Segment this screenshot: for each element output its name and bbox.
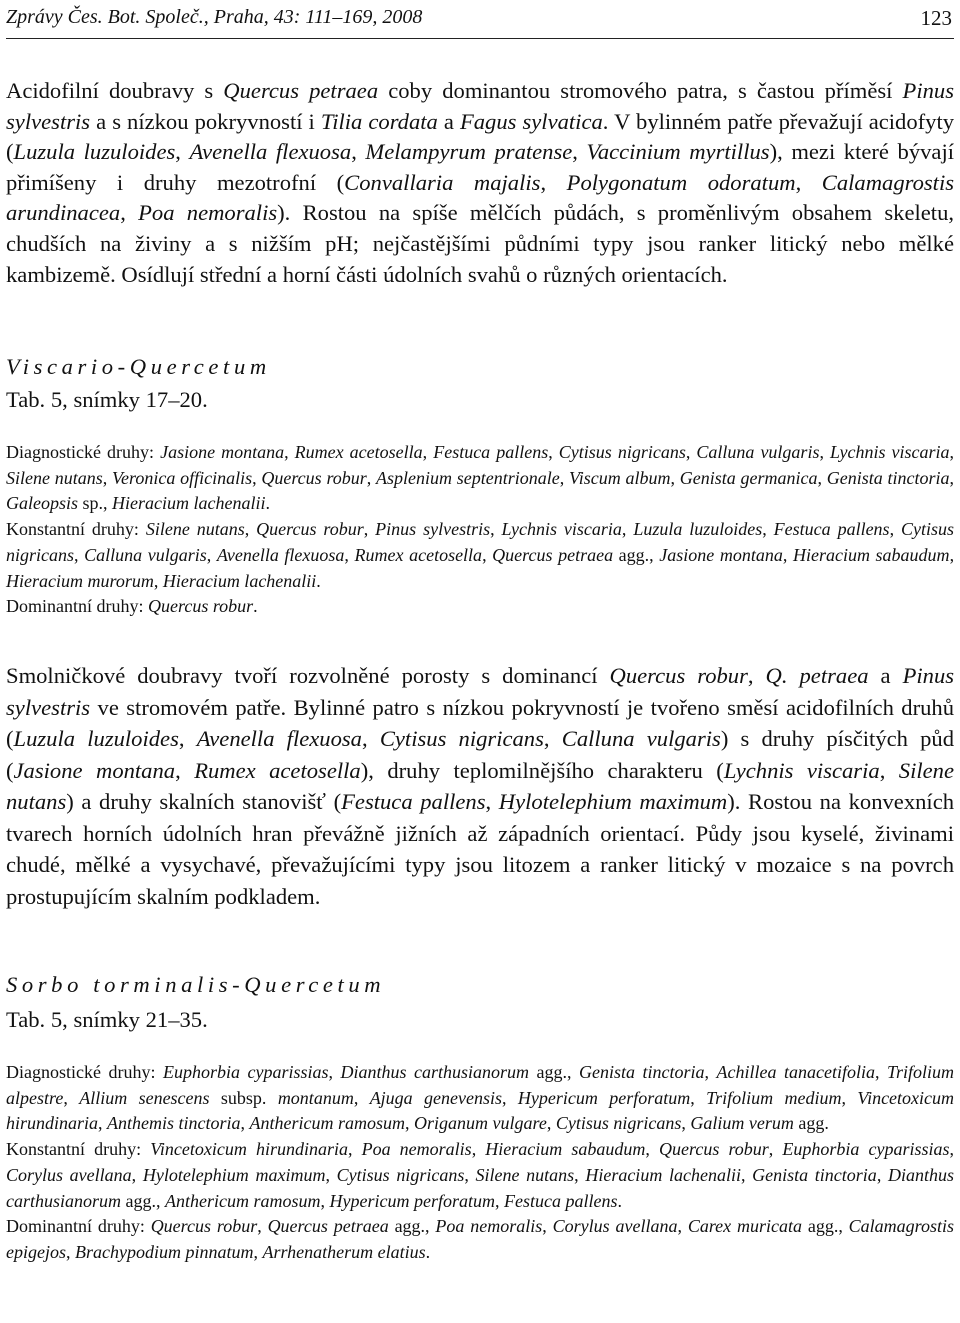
text-run: , bbox=[485, 789, 499, 814]
species-name: Festuca pallens bbox=[433, 442, 549, 462]
text-run: subsp. bbox=[209, 1087, 278, 1108]
species-name: Jasione montana bbox=[659, 544, 783, 565]
species-name: Galium verum bbox=[690, 1113, 794, 1134]
text-run: , bbox=[175, 139, 190, 165]
species-name: Festuca pallens bbox=[341, 789, 486, 814]
text-run: , bbox=[153, 570, 163, 591]
species-name: Rumex acetosella bbox=[194, 757, 361, 783]
text-run: ) s druhy písčitých půd ( bbox=[6, 726, 955, 783]
text-run: . bbox=[265, 493, 270, 514]
species-name: Rumex acetosella bbox=[354, 544, 483, 565]
species-name: Brachypodium pinnatum bbox=[75, 1241, 254, 1262]
species-name: Quercus robur bbox=[659, 1139, 769, 1160]
text-run: , bbox=[819, 442, 830, 462]
text-run: , bbox=[366, 467, 377, 488]
text-run: , bbox=[502, 1087, 518, 1108]
species-name: Festuca pallens bbox=[504, 1190, 618, 1211]
text-run: , bbox=[363, 519, 376, 540]
text-run: , bbox=[206, 544, 217, 565]
text-run: Konstantní druhy: bbox=[6, 519, 146, 540]
text-run: agg., bbox=[388, 1216, 436, 1237]
species-name: Convallaria majalis bbox=[344, 169, 541, 195]
dominant-species bbox=[6, 1214, 954, 1265]
text-run: Acidofilní doubravy s bbox=[6, 78, 224, 103]
text-run: , bbox=[685, 442, 697, 462]
text-run: , bbox=[559, 467, 570, 488]
species-name: Hieracium sabaudum bbox=[485, 1139, 646, 1160]
text-run: , bbox=[120, 200, 139, 226]
species-name: Fagus sylvatica bbox=[459, 108, 603, 134]
species-name: Pinus sylvestris bbox=[375, 519, 491, 540]
text-run: , bbox=[949, 442, 954, 462]
text-run: , bbox=[178, 726, 197, 751]
species-name: Hypericum perforatum bbox=[329, 1190, 495, 1211]
species-name: Luzula luzuloides bbox=[633, 519, 763, 540]
species-name: Calamagrostis epigejos bbox=[6, 1216, 955, 1262]
text-run: , bbox=[740, 1164, 753, 1185]
species-name: Polygonatum odoratum bbox=[566, 169, 796, 195]
text-run: , bbox=[66, 1241, 75, 1262]
text-run: ). Rostou na konvexních tvarech horních údolních hran převážně jižních až západních orientací. Půdy jsou kyselé, živinami chudé, mělké a vysychavé, převažujícími typy jsou litozem a ranker litický v mozaice s na povrch prostupujícím skalním podkladem. bbox=[6, 789, 955, 909]
text-run: , bbox=[747, 663, 766, 688]
text-run: , bbox=[252, 467, 262, 488]
text-run: , bbox=[244, 519, 257, 540]
text-run: , bbox=[422, 442, 434, 462]
species-name: Tilia cordata bbox=[320, 108, 438, 134]
constant-species bbox=[6, 1137, 954, 1214]
text-run: , bbox=[464, 1164, 476, 1185]
species-name: Genista tinctoria bbox=[826, 467, 950, 488]
text-run: , bbox=[879, 757, 899, 783]
species-name: Rumex acetosella bbox=[294, 442, 423, 462]
text-run: Diagnostické druhy: bbox=[6, 442, 161, 462]
text-run: , bbox=[253, 1241, 263, 1262]
paragraph-text bbox=[6, 660, 954, 912]
species-name: Anthemis tinctoria bbox=[107, 1113, 241, 1134]
text-run: , bbox=[874, 1062, 887, 1082]
species-name: Hieracium lachenalii bbox=[585, 1164, 741, 1185]
text-run: , bbox=[542, 1216, 553, 1237]
species-name: Hieracium sabaudum bbox=[792, 544, 950, 565]
text-run: Diagnostické druhy: bbox=[6, 1062, 163, 1082]
text-run: , bbox=[543, 726, 562, 751]
text-run: Smolničkové doubravy tvoří rozvolněné porosty s dominancí bbox=[6, 663, 610, 688]
text-run: , bbox=[353, 1087, 370, 1108]
text-run: , bbox=[949, 544, 955, 565]
species-list-viscario-quercetum bbox=[6, 440, 954, 620]
species-name: Avenella flexuosa bbox=[216, 544, 345, 565]
species-name: Hieracium murorum bbox=[6, 570, 154, 591]
species-name: Vincetoxicum hirundinaria bbox=[150, 1139, 348, 1160]
text-run: . V bylinném patře převažují acidofyty ( bbox=[6, 108, 955, 165]
text-run: . bbox=[253, 596, 258, 617]
text-run: , bbox=[548, 442, 559, 462]
text-run: , bbox=[495, 1190, 504, 1211]
species-name: Dianthus carthusianorum bbox=[340, 1062, 529, 1082]
species-list-sorbo-torminalis-quercetum bbox=[6, 1060, 954, 1266]
text-run: , bbox=[63, 1087, 80, 1108]
text-run: , bbox=[257, 1216, 268, 1237]
text-run: , bbox=[572, 139, 587, 165]
species-name: Cytisus nigricans bbox=[6, 519, 955, 565]
species-name: Achillea tanacetifolia bbox=[716, 1062, 875, 1082]
text-run: , bbox=[325, 1164, 337, 1185]
species-name: Ajuga genevensis bbox=[369, 1087, 503, 1108]
text-run: , bbox=[471, 1139, 486, 1160]
association-name: Sorbo torminalis-Quercetum bbox=[6, 972, 386, 997]
species-name: Silene nutans bbox=[145, 519, 245, 540]
text-run: , bbox=[876, 1164, 888, 1185]
species-name: Quercus robur bbox=[609, 663, 748, 688]
species-name: Silene nutans bbox=[6, 467, 103, 488]
species-name: Arrhenatherum elatius bbox=[262, 1241, 426, 1262]
text-run: , bbox=[328, 1062, 341, 1082]
text-run: , bbox=[98, 1113, 108, 1134]
text-run: , bbox=[284, 442, 295, 462]
species-name: Cytisus nigricans bbox=[555, 1113, 682, 1134]
text-run: , bbox=[131, 1164, 143, 1185]
text-run: Konstantní druhy: bbox=[6, 1139, 151, 1160]
species-name: Cytisus nigricans bbox=[336, 1164, 465, 1185]
text-run: ), druhy teplomilnějšího charakteru ( bbox=[360, 757, 724, 783]
species-name: Quercus robur bbox=[148, 596, 254, 617]
text-run: Dominantní druhy: bbox=[6, 1216, 151, 1237]
species-name: Asplenium septentrionale bbox=[376, 467, 560, 488]
species-name: Lychnis viscaria bbox=[723, 757, 880, 783]
text-run: agg., bbox=[613, 544, 660, 565]
text-run: , bbox=[949, 1139, 955, 1160]
diagnostic-species bbox=[6, 1060, 954, 1137]
species-name: Anthericum ramosum bbox=[249, 1113, 406, 1134]
text-run: . bbox=[425, 1241, 431, 1262]
text-run: , bbox=[102, 467, 113, 488]
species-name: Quercus petraea bbox=[267, 1216, 389, 1237]
species-name: Allium senescens bbox=[79, 1087, 210, 1108]
species-name: Quercus robur bbox=[261, 467, 367, 488]
species-name: Cytisus nigricans bbox=[558, 442, 686, 462]
text-run: , bbox=[949, 467, 955, 488]
species-name: Hypericum perforatum bbox=[517, 1087, 691, 1108]
species-name: Pinus sylvestris bbox=[6, 78, 954, 134]
species-name: Quercus robur bbox=[256, 519, 364, 540]
text-run: coby dominantou stromového patra, s častou příměsí bbox=[378, 78, 903, 103]
text-run: , bbox=[768, 1139, 783, 1160]
species-name: Genista tinctoria bbox=[752, 1164, 877, 1185]
text-run: , bbox=[681, 1113, 691, 1134]
constant-species bbox=[6, 517, 954, 594]
species-name: Corylus avellana bbox=[552, 1216, 678, 1237]
species-name: Quercus petraea bbox=[492, 544, 614, 565]
species-name: Calluna vulgaris bbox=[84, 544, 207, 565]
text-run: , bbox=[347, 1139, 362, 1160]
species-name: Euphorbia cyparissias bbox=[162, 1062, 329, 1082]
text-run: , bbox=[344, 544, 355, 565]
species-name: Lychnis viscaria bbox=[501, 519, 622, 540]
species-name: Hylotelephium maximum bbox=[142, 1164, 326, 1185]
species-name: Jasione montana bbox=[160, 442, 285, 462]
species-name: Calamagrostis arundinacea bbox=[6, 169, 955, 226]
text-run: , bbox=[782, 544, 793, 565]
table-reference: Tab. 5, snímky 17–20. bbox=[6, 387, 208, 412]
text-run: , bbox=[889, 519, 901, 540]
species-name: Cytisus nigricans bbox=[379, 726, 544, 751]
species-name: Avenella flexuosa bbox=[196, 726, 362, 751]
species-name: Galeopsis bbox=[6, 493, 78, 514]
table-reference: Tab. 5, snímky 21–35. bbox=[6, 1007, 208, 1032]
species-name: Calluna vulgaris bbox=[561, 726, 721, 751]
text-run: , bbox=[762, 519, 774, 540]
text-run: , bbox=[645, 1139, 660, 1160]
text-run: , bbox=[74, 544, 85, 565]
running-header bbox=[6, 6, 954, 39]
text-run: , bbox=[320, 1190, 330, 1211]
text-run: , bbox=[361, 726, 380, 751]
text-run: , bbox=[540, 169, 567, 195]
species-name: Viscum album bbox=[569, 467, 671, 488]
text-run: a s nízkou pokryvností i bbox=[90, 108, 321, 134]
species-name: Trifolium alpestre bbox=[6, 1062, 954, 1108]
species-name: Poa nemoralis bbox=[361, 1139, 472, 1160]
text-run: , bbox=[677, 1216, 688, 1237]
text-run: , bbox=[621, 519, 634, 540]
species-name: Vincetoxicum hirundinaria bbox=[6, 1087, 955, 1134]
text-run: ve stromovém patře. Bylinné patro s nízkou pokryvností je tvořeno směsí acidofilních druhů ( bbox=[6, 694, 954, 751]
text-run: a bbox=[437, 108, 460, 134]
species-name: Q. petraea bbox=[765, 663, 869, 688]
text-run: , bbox=[704, 1062, 717, 1082]
diagnostic-species bbox=[6, 440, 954, 517]
text-run: , bbox=[841, 1087, 858, 1108]
text-run: a bbox=[868, 663, 903, 688]
species-name: Luzula luzuloides bbox=[13, 139, 176, 165]
species-name: Silene nutans bbox=[475, 1164, 575, 1185]
species-name: Hylotelephium maximum bbox=[498, 789, 728, 814]
dominant-species bbox=[6, 594, 954, 620]
text-run: . bbox=[617, 1190, 622, 1211]
text-run: agg. bbox=[793, 1113, 829, 1134]
species-name: Vaccinium myrtillus bbox=[586, 139, 770, 165]
species-name: Pinus sylvestris bbox=[6, 663, 955, 720]
body-paragraph-sorbo-forests bbox=[6, 660, 954, 912]
species-name: Genista germanica bbox=[679, 467, 818, 488]
text-run: ) a druhy skalních stanovišť ( bbox=[66, 789, 342, 814]
species-name: Silene nutans bbox=[6, 757, 955, 814]
species-name: Euphorbia cyparissias bbox=[782, 1139, 950, 1160]
text-run: ). Rostou na spíše mělčích půdách, s proměnlivým obsahem skeletu, chudších na živiny a s nižším pH; nejčastějšími půdními typy jsou ranker litický nebo mělké kambizemě. Osídlují střední a horní části údolních svahů o různých orientacích. bbox=[6, 200, 955, 287]
text-run: , bbox=[490, 519, 502, 540]
text-run: agg., bbox=[528, 1062, 579, 1082]
species-name: Poa nemoralis bbox=[435, 1216, 543, 1237]
page-number: 123 bbox=[920, 6, 952, 30]
species-name: Luzula luzuloides bbox=[13, 726, 179, 751]
species-name: Origanum vulgare bbox=[414, 1113, 547, 1134]
species-name: Jasione montana bbox=[13, 757, 176, 783]
text-run: , bbox=[546, 1113, 556, 1134]
text-run: , bbox=[574, 1164, 586, 1185]
text-run: agg., bbox=[801, 1216, 849, 1237]
species-name: Dianthus carthusianorum bbox=[6, 1164, 954, 1211]
text-run: , bbox=[351, 139, 366, 165]
text-run: Dominantní druhy: bbox=[6, 596, 148, 617]
species-name: Festuca pallens bbox=[773, 519, 890, 540]
paragraph-text bbox=[6, 76, 954, 290]
species-name: Calluna vulgaris bbox=[696, 442, 820, 462]
species-name: Melampyrum pratense bbox=[365, 139, 573, 165]
journal-citation: Zprávy Čes. Bot. Společ., Praha, 43: 111–169, 2008 bbox=[6, 6, 423, 28]
species-name: Trifolium medium bbox=[706, 1087, 842, 1108]
species-name: Hieracium lachenalii bbox=[112, 493, 266, 514]
species-name: Anthericum ramosum bbox=[165, 1190, 321, 1211]
text-run: , bbox=[175, 757, 195, 783]
species-name: Carex muricata bbox=[687, 1216, 802, 1237]
species-name: Avenella flexuosa bbox=[189, 139, 352, 165]
text-run: agg., bbox=[121, 1190, 166, 1211]
association-name: Viscario-Quercetum bbox=[6, 354, 271, 379]
text-run: , bbox=[482, 544, 493, 565]
text-run: , bbox=[795, 169, 822, 195]
species-name: Quercus robur bbox=[150, 1216, 258, 1237]
text-run: , bbox=[240, 1113, 250, 1134]
species-name: Lychnis viscaria bbox=[830, 442, 950, 462]
species-name: Quercus petraea bbox=[223, 78, 379, 103]
text-run: , bbox=[690, 1087, 707, 1108]
species-name: Hieracium lachenalii bbox=[162, 570, 317, 591]
species-name: Corylus avellana bbox=[6, 1164, 132, 1185]
text-run: ), mezi které bývají přimíšeny i druhy mezotrofní ( bbox=[6, 139, 955, 195]
text-run: . bbox=[316, 570, 321, 591]
text-run: , bbox=[405, 1113, 415, 1134]
text-run: , bbox=[817, 467, 827, 488]
species-name: Genista tinctoria bbox=[578, 1062, 705, 1082]
text-run: , bbox=[670, 467, 680, 488]
species-name: montanum bbox=[277, 1087, 354, 1108]
species-name: Poa nemoralis bbox=[138, 200, 278, 226]
text-run: sp., bbox=[78, 493, 113, 514]
species-name: Veronica officinalis bbox=[112, 467, 253, 488]
body-paragraph-acidophilous-oak-forests bbox=[6, 76, 954, 290]
